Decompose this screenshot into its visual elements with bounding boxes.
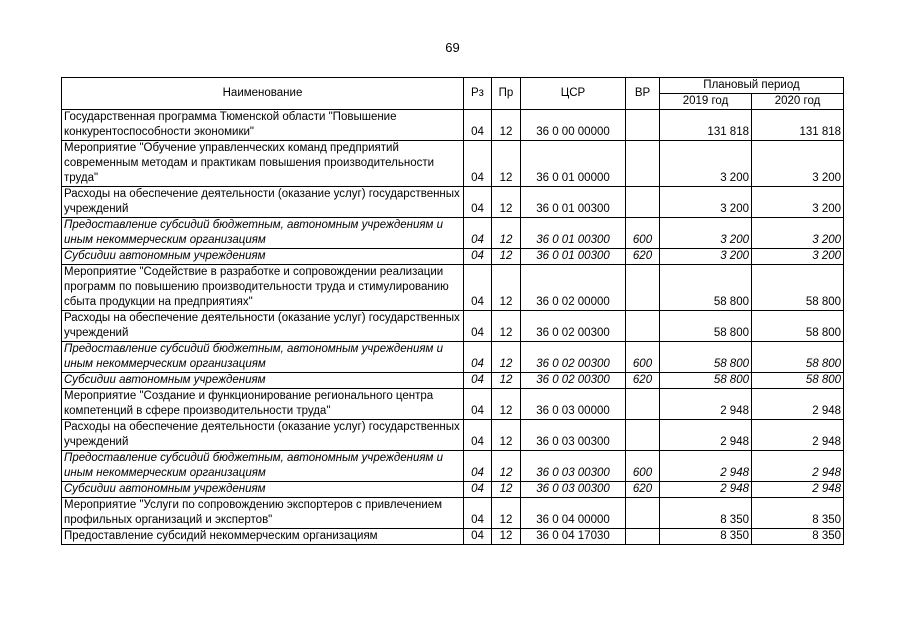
cell-2019: 3 200	[660, 249, 752, 265]
cell-2020: 58 800	[752, 265, 844, 311]
cell-csr: 36 0 03 00300	[521, 451, 626, 482]
cell-rz: 04	[464, 373, 492, 389]
cell-rz: 04	[464, 498, 492, 529]
cell-csr: 36 0 03 00300	[521, 482, 626, 498]
cell-name: Субсидии автономным учреждениям	[62, 482, 464, 498]
cell-rz: 04	[464, 265, 492, 311]
cell-2019: 2 948	[660, 420, 752, 451]
cell-2019: 2 948	[660, 482, 752, 498]
cell-pr: 12	[492, 110, 521, 141]
cell-rz: 04	[464, 482, 492, 498]
cell-csr: 36 0 04 17030	[521, 529, 626, 545]
cell-rz: 04	[464, 218, 492, 249]
cell-csr: 36 0 02 00300	[521, 373, 626, 389]
cell-name: Расходы на обеспечение деятельности (оказание услуг) государственных учреждений	[62, 187, 464, 218]
table-row	[62, 187, 844, 218]
cell-vr	[626, 389, 660, 420]
cell-name: Предоставление субсидий некоммерческим организациям	[62, 529, 464, 545]
cell-2020: 2 948	[752, 420, 844, 451]
table-row	[62, 451, 844, 482]
cell-name: Мероприятие "Содействие в разработке и сопровождении реализации программ по повышению производительности труда и стимулированию сбыта продукции на предприятиях"	[62, 265, 464, 311]
cell-vr	[626, 529, 660, 545]
cell-vr: 600	[626, 342, 660, 373]
cell-csr: 36 0 03 00300	[521, 420, 626, 451]
table-row	[62, 389, 844, 420]
table-row	[62, 110, 844, 141]
cell-rz: 04	[464, 187, 492, 218]
cell-pr: 12	[492, 451, 521, 482]
cell-2019: 3 200	[660, 187, 752, 218]
cell-2019: 8 350	[660, 529, 752, 545]
cell-2019: 8 350	[660, 498, 752, 529]
cell-csr: 36 0 02 00300	[521, 311, 626, 342]
table-header	[62, 78, 844, 110]
cell-name: Субсидии автономным учреждениям	[62, 249, 464, 265]
cell-name: Мероприятие "Услуги по сопровождению экспортеров с привлечением профильных организаций и экспертов"	[62, 498, 464, 529]
cell-2019: 131 818	[660, 110, 752, 141]
cell-vr	[626, 187, 660, 218]
cell-name: Государственная программа Тюменской области "Повышение конкурентоспособности экономики"	[62, 110, 464, 141]
cell-pr: 12	[492, 498, 521, 529]
table-row	[62, 498, 844, 529]
cell-rz: 04	[464, 389, 492, 420]
cell-2020: 3 200	[752, 249, 844, 265]
table-row	[62, 311, 844, 342]
col-header-rz: Рз	[464, 78, 492, 110]
cell-pr: 12	[492, 249, 521, 265]
cell-vr	[626, 311, 660, 342]
page-number: 69	[445, 40, 460, 55]
cell-vr: 600	[626, 218, 660, 249]
cell-csr: 36 0 01 00000	[521, 141, 626, 187]
cell-pr: 12	[492, 373, 521, 389]
cell-pr: 12	[492, 420, 521, 451]
col-header-name: Наименование	[62, 78, 464, 110]
cell-rz: 04	[464, 420, 492, 451]
cell-2020: 3 200	[752, 187, 844, 218]
cell-2019: 3 200	[660, 141, 752, 187]
cell-rz: 04	[464, 249, 492, 265]
cell-rz: 04	[464, 141, 492, 187]
cell-2020: 2 948	[752, 451, 844, 482]
col-header-plan-period: Плановый период	[660, 78, 844, 94]
col-header-csr: ЦСР	[521, 78, 626, 110]
col-header-2020: 2020 год	[752, 94, 844, 110]
cell-pr: 12	[492, 342, 521, 373]
cell-2019: 58 800	[660, 373, 752, 389]
col-header-vr: ВР	[626, 78, 660, 110]
table-row	[62, 420, 844, 451]
cell-rz: 04	[464, 451, 492, 482]
table-row	[62, 482, 844, 498]
cell-pr: 12	[492, 141, 521, 187]
cell-2020: 3 200	[752, 218, 844, 249]
cell-vr	[626, 498, 660, 529]
cell-pr: 12	[492, 529, 521, 545]
cell-2019: 2 948	[660, 451, 752, 482]
cell-2020: 58 800	[752, 311, 844, 342]
cell-vr: 620	[626, 249, 660, 265]
cell-name: Расходы на обеспечение деятельности (оказание услуг) государственных учреждений	[62, 420, 464, 451]
table-row	[62, 342, 844, 373]
cell-2020: 3 200	[752, 141, 844, 187]
table-row	[62, 218, 844, 249]
cell-2019: 58 800	[660, 311, 752, 342]
cell-csr: 36 0 04 00000	[521, 498, 626, 529]
cell-2020: 2 948	[752, 482, 844, 498]
cell-vr	[626, 141, 660, 187]
cell-csr: 36 0 03 00000	[521, 389, 626, 420]
table-row	[62, 265, 844, 311]
cell-rz: 04	[464, 110, 492, 141]
cell-2019: 58 800	[660, 265, 752, 311]
cell-csr: 36 0 01 00300	[521, 218, 626, 249]
cell-csr: 36 0 01 00300	[521, 249, 626, 265]
budget-table	[61, 77, 844, 545]
col-header-pr: Пр	[492, 78, 521, 110]
cell-vr	[626, 420, 660, 451]
cell-vr	[626, 265, 660, 311]
cell-name: Расходы на обеспечение деятельности (оказание услуг) государственных учреждений	[62, 311, 464, 342]
cell-2020: 58 800	[752, 373, 844, 389]
cell-pr: 12	[492, 265, 521, 311]
cell-2019: 3 200	[660, 218, 752, 249]
cell-csr: 36 0 02 00000	[521, 265, 626, 311]
cell-name: Предоставление субсидий бюджетным, автономным учреждениям и иным некоммерческим организациям	[62, 451, 464, 482]
cell-pr: 12	[492, 482, 521, 498]
cell-2020: 2 948	[752, 389, 844, 420]
cell-2020: 131 818	[752, 110, 844, 141]
table-row	[62, 373, 844, 389]
cell-2020: 8 350	[752, 498, 844, 529]
cell-pr: 12	[492, 311, 521, 342]
cell-csr: 36 0 00 00000	[521, 110, 626, 141]
table-row	[62, 249, 844, 265]
cell-vr: 600	[626, 451, 660, 482]
cell-2020: 58 800	[752, 342, 844, 373]
cell-name: Мероприятие "Обучение управленческих команд предприятий современным методам и практикам повышения производительности труда"	[62, 141, 464, 187]
cell-rz: 04	[464, 342, 492, 373]
cell-csr: 36 0 01 00300	[521, 187, 626, 218]
cell-pr: 12	[492, 218, 521, 249]
cell-2020: 8 350	[752, 529, 844, 545]
cell-rz: 04	[464, 311, 492, 342]
table-row	[62, 141, 844, 187]
cell-2019: 2 948	[660, 389, 752, 420]
cell-2019: 58 800	[660, 342, 752, 373]
col-header-2019: 2019 год	[660, 94, 752, 110]
cell-name: Предоставление субсидий бюджетным, автономным учреждениям и иным некоммерческим организациям	[62, 342, 464, 373]
table-body	[62, 110, 844, 545]
cell-name: Субсидии автономным учреждениям	[62, 373, 464, 389]
cell-rz: 04	[464, 529, 492, 545]
cell-pr: 12	[492, 389, 521, 420]
table-row	[62, 529, 844, 545]
cell-name: Предоставление субсидий бюджетным, автономным учреждениям и иным некоммерческим организациям	[62, 218, 464, 249]
cell-pr: 12	[492, 187, 521, 218]
cell-vr	[626, 110, 660, 141]
cell-vr: 620	[626, 373, 660, 389]
cell-vr: 620	[626, 482, 660, 498]
cell-name: Мероприятие "Создание и функционирование регионального центра компетенций в сфере производительности труда"	[62, 389, 464, 420]
cell-csr: 36 0 02 00300	[521, 342, 626, 373]
